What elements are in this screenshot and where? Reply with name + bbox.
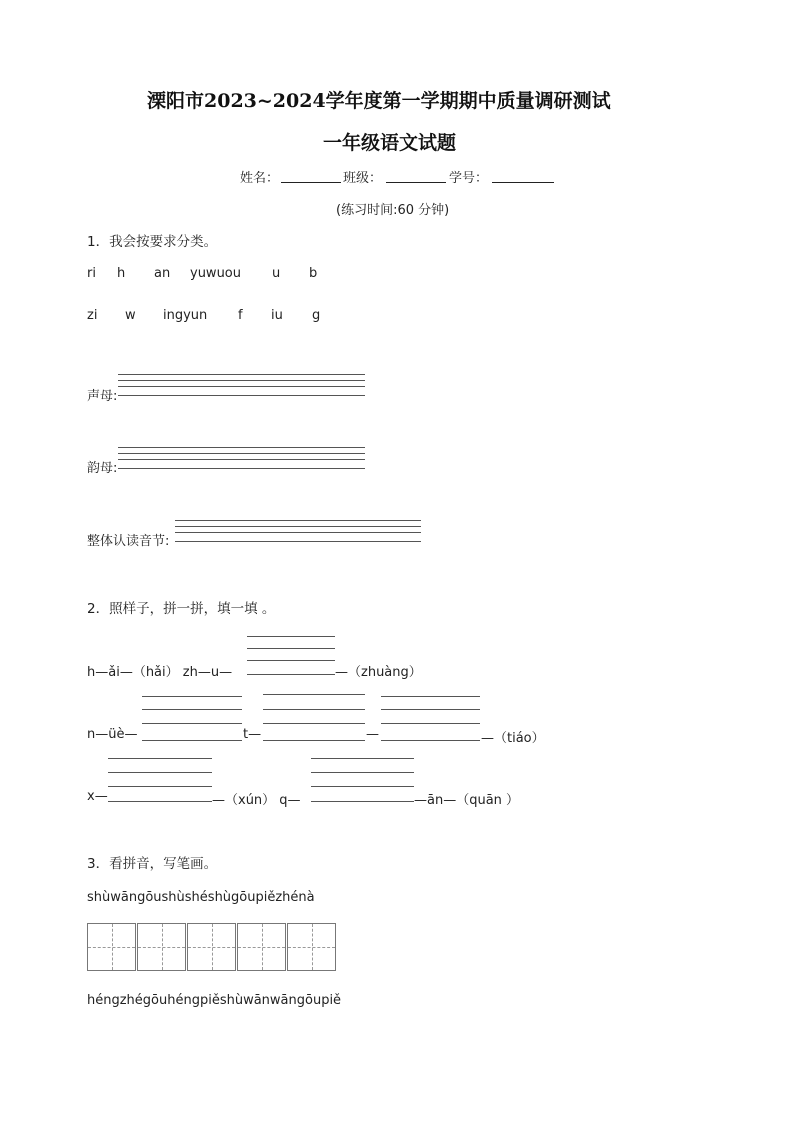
q1-token: an: [154, 266, 171, 281]
shengmu-label: 声母:: [87, 389, 118, 404]
q2-row3-start: x—: [87, 789, 108, 804]
q3-title: 3．看拼音，写笔画。: [87, 856, 218, 872]
q2-row1-example: h—ǎi—（hǎi） zh—u—: [87, 665, 233, 680]
page-title: 溧阳市2023~2024学年度第一学期期中质量调研测试: [147, 90, 611, 112]
q1-token: ingyun: [163, 308, 208, 323]
q1-token: h: [117, 266, 126, 281]
q2-row3-mid: —ān—（quān ）: [414, 793, 520, 808]
q2-row2-start: n—üè—: [87, 727, 138, 742]
q1-token: u: [272, 266, 281, 281]
q1-token: w: [125, 308, 136, 323]
q1-token: b: [309, 266, 318, 281]
q3-pinyin-row1: shùwāngōushùshéshùgōupiězhénà: [87, 890, 315, 905]
class-blank[interactable]: [386, 182, 446, 183]
q2-row1-answer: —（zhuàng）: [335, 665, 422, 680]
q1-token: yuwuou: [190, 266, 241, 281]
tianzige-cell[interactable]: [287, 923, 336, 971]
q1-token: ri: [87, 266, 96, 281]
q3-pinyin-row2: héngzhégōuhéngpiěshùwānwāngōupiě: [87, 993, 342, 1008]
q2-row3-answer1: —（xún） q—: [212, 793, 301, 808]
name-label: 姓名：: [240, 171, 280, 186]
yunmu-label: 韵母:: [87, 461, 118, 476]
tianzige-cell[interactable]: [187, 923, 236, 971]
id-label: 学号：: [449, 171, 489, 186]
q1-title: 1．我会按要求分类。: [87, 234, 218, 250]
q1-token: f: [238, 308, 243, 323]
q2-row2-dash: —: [366, 727, 379, 742]
q1-token: zi: [87, 308, 98, 323]
id-blank[interactable]: [492, 182, 554, 183]
writing-grid: [87, 923, 337, 971]
tianzige-cell[interactable]: [237, 923, 286, 971]
q2-title: 2．照样子，拼一拼，填一填 。: [87, 601, 276, 617]
q1-token: g: [312, 308, 321, 323]
tianzige-cell[interactable]: [87, 923, 136, 971]
zhengti-label: 整体认读音节:: [87, 534, 170, 549]
q2-row2-t: t—: [243, 727, 262, 742]
page-subtitle: 一年级语文试题: [323, 132, 457, 154]
name-blank[interactable]: [281, 182, 341, 183]
tianzige-cell[interactable]: [137, 923, 186, 971]
time-note: (练习时间:60 分钟): [336, 203, 450, 218]
q2-row2-answer: —（tiáo）: [481, 731, 545, 746]
q1-token: iu: [271, 308, 283, 323]
class-label: 班级：: [343, 171, 383, 186]
